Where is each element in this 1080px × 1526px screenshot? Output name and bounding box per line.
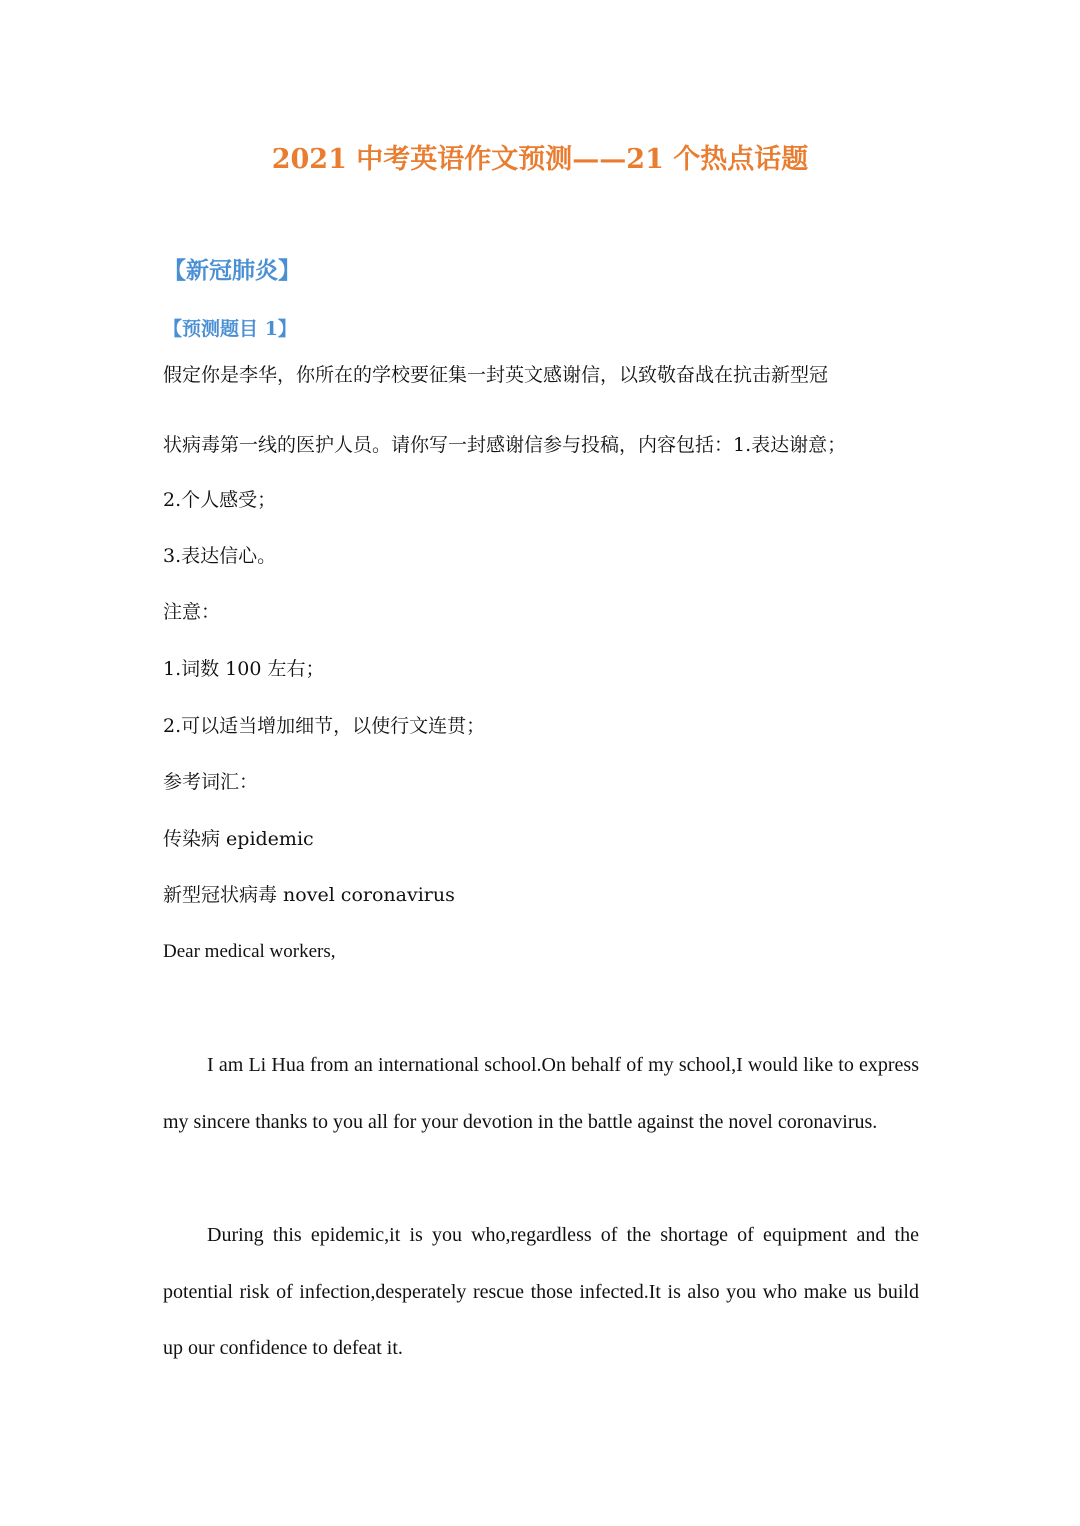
vocab-1: 传染病 epidemic	[163, 828, 314, 850]
salutation: Dear medical workers,	[163, 941, 336, 962]
vocab-2: 新型冠状病毒 novel coronavirus	[163, 884, 455, 906]
prompt-line-2: 状病毒第一线的医护人员。请你写一封感谢信参与投稿，内容包括：1.表达谢意；	[163, 434, 847, 456]
document-title: 2021 中考英语作文预测——21 个热点话题	[271, 144, 809, 175]
notes-label: 注意：	[163, 601, 221, 623]
prompt-line-1: 假定你是李华，你所在的学校要征集一封英文感谢信，以致敬奋战在抗击新型冠	[163, 364, 829, 386]
point-3: 3.表达信心。	[163, 545, 277, 567]
note-2: 2.可以适当增加细节，以使行文连贯；	[163, 715, 486, 737]
vocab-label: 参考词汇：	[163, 771, 259, 793]
note-1: 1.词数 100 左右；	[163, 658, 325, 680]
section-heading: 【新冠肺炎】	[163, 257, 301, 284]
point-2: 2.个人感受；	[163, 489, 277, 511]
letter-paragraph-2: During this epidemic,it is you who,regardless of the shortage of equipment and the potential risk of infection,desperately rescue those infected.It is also you who make us build up our confidence to defeat it.	[163, 1224, 919, 1359]
topic-heading: 【预测题目 1】	[163, 318, 297, 340]
letter-paragraph-1: I am Li Hua from an international school.On behalf of my school,I would like to express my sincere thanks to you all for your devotion in the battle against the novel coronavirus.	[163, 1054, 919, 1133]
